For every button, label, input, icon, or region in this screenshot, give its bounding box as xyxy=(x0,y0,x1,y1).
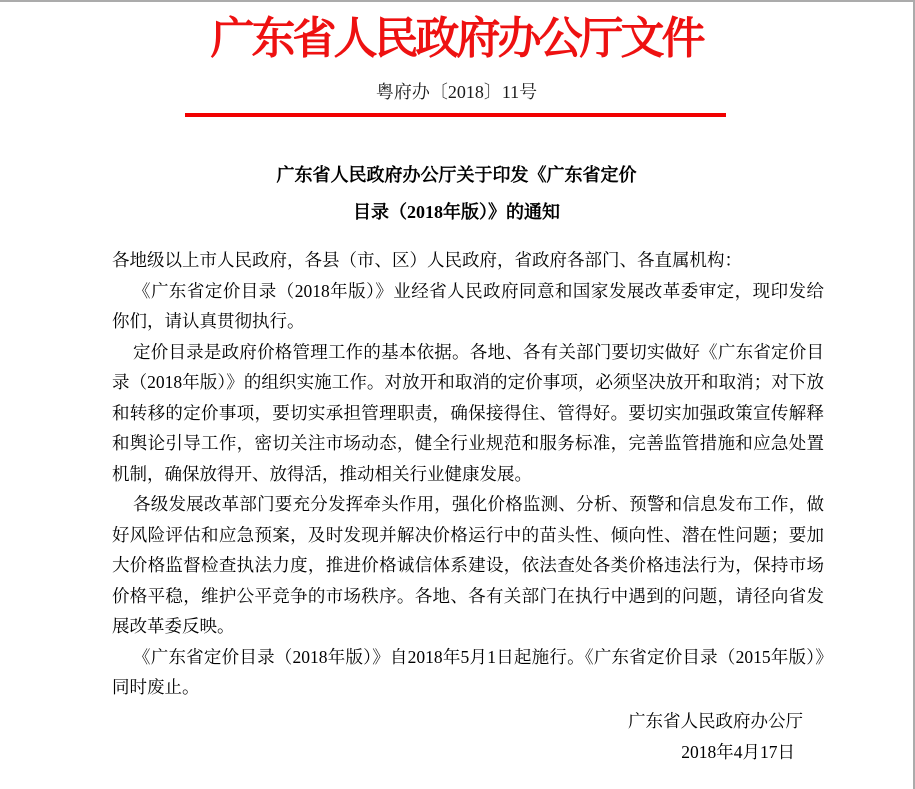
signature-date: 2018年4月17日 xyxy=(681,741,795,762)
document-body xyxy=(112,245,824,703)
signature-block xyxy=(0,706,824,768)
body-paragraph-supervision: 各级发展改革部门要充分发挥牵头作用，强化价格监测、分析、预警和信息发布工作，做好风险评估和应急预案，及时发现并解决价格运行中的苗头性、倾向性、潜在性问题；要加大价格监督检查执法力度，推进价格诚信体系建设，依法查处各类价格违法行为，保持市场价格平稳，维护公平竞争的市场秩序。各地、各有关部门在执行中遇到的问题，请径向省发展改革委反映。 xyxy=(112,494,824,636)
signature-issuer: 广东省人民政府办公厅 xyxy=(628,710,803,731)
body-paragraph-effective-date: 《广东省定价目录（2018年版）》自2018年5月1日起施行。《广东省定价目录（2015年版）》同时废止。 xyxy=(112,646,824,697)
document-title-line1: 广东省人民政府办公厅关于印发《广东省定价 xyxy=(276,165,637,185)
body-paragraph-implementation: 定价目录是政府价格管理工作的基本依据。各地、各有关部门要切实做好《广东省定价目录（2018年版）》的组织实施工作。对放开和取消的定价事项，必须坚决放开和取消；对下放和转移的定价事项，要切实承担管理职责，确保接得住、管得好。要切实加强政策宣传解释和舆论引导工作，密切关注市场动态，健全行业规范和服务标准，完善监管措施和应急处置机制，确保放得开、放得活，推动相关行业健康发展。 xyxy=(112,341,824,484)
document-title xyxy=(0,157,913,231)
document-number: 粤府办〔2018〕11号 xyxy=(375,82,538,102)
salutation-paragraph: 各地级以上市人民政府，各县（市、区）人民政府，省政府各部门、各直属机构： xyxy=(112,250,742,270)
document-header-banner: 广东省人民政府办公厅文件 xyxy=(210,14,703,63)
red-separator-rule xyxy=(185,113,726,117)
body-paragraph-issuance: 《广东省定价目录（2018年版）》业经省人民政府同意和国家发展改革委审定，现印发给你们，请认真贯彻执行。 xyxy=(112,280,824,331)
document-title-line2: 目录（2018年版）》的通知 xyxy=(353,202,560,222)
